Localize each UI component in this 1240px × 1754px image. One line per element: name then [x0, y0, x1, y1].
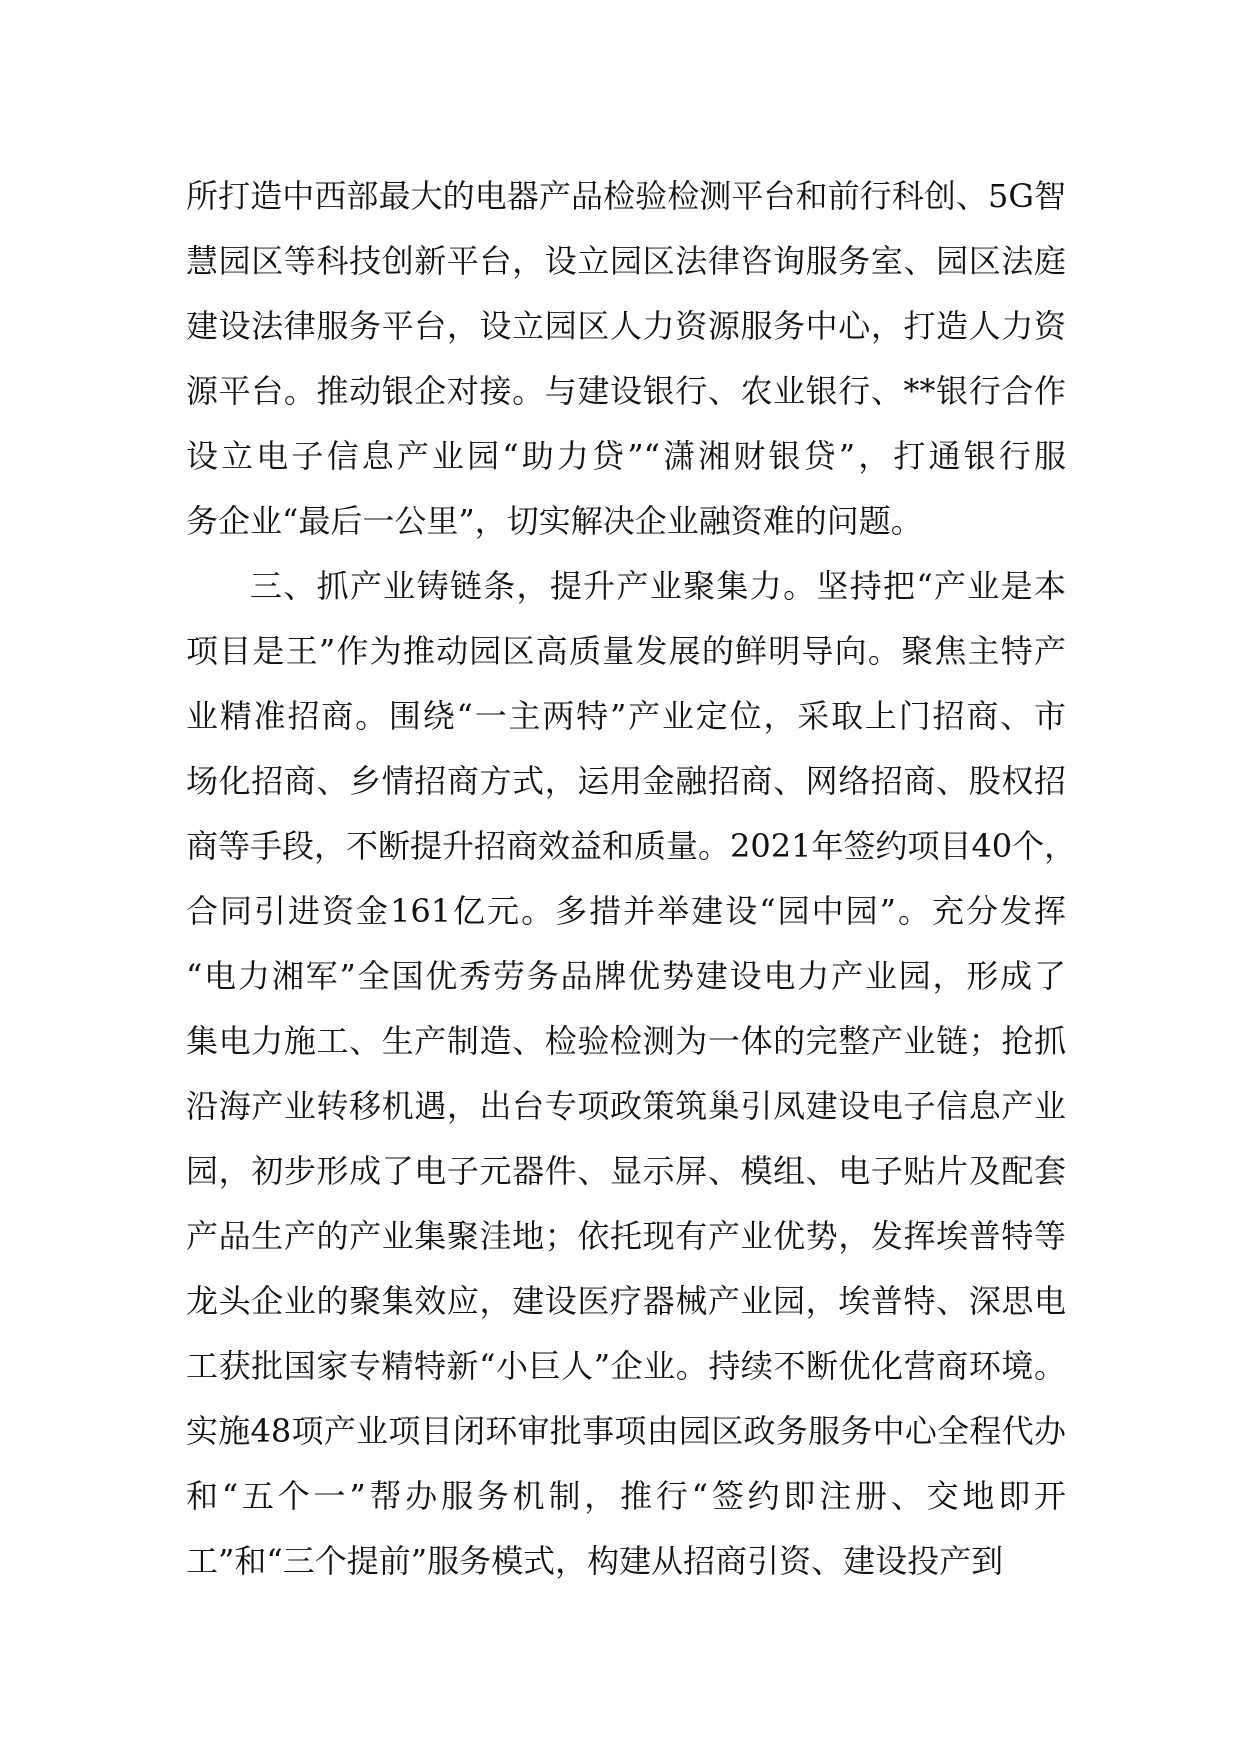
text-line: 实施48项产业项目闭环审批事项由园区政务服务中心全程代办: [186, 1412, 1066, 1450]
text-line: 源平台。推动银企对接。与建设银行、农业银行、**银行合作: [186, 372, 1066, 410]
text-line: 龙头企业的聚集效应，建设医疗器械产业园，埃普特、深思电: [186, 1282, 1066, 1320]
document-body: [186, 164, 1077, 1594]
text-line: 集电力施工、生产制造、检验检测为一体的完整产业链；抢抓: [186, 1022, 1066, 1060]
paragraph-start-line: 三、抓产业铸链条，提升产业聚集力。坚持把“产业是本: [250, 567, 1066, 605]
text-line: 设立电子信息产业园“助力贷”“潇湘财银贷”，打通银行服: [186, 437, 1066, 475]
text-line: 业精准招商。围绕“一主两特”产业定位，采取上门招商、市: [186, 697, 1066, 735]
text-line: 合同引进资金161亿元。多措并举建设“园中园”。充分发挥: [186, 892, 1066, 930]
text-line: “电力湘军”全国优秀劳务品牌优势建设电力产业园，形成了: [186, 957, 1066, 995]
text-line: 和“五个一”帮办服务机制，推行“签约即注册、交地即开: [186, 1477, 1066, 1515]
text-line: 工获批国家专精特新“小巨人”企业。持续不断优化营商环境。: [186, 1347, 1066, 1385]
text-line: 商等手段，不断提升招商效益和质量。2021年签约项目40个，: [186, 827, 1077, 865]
text-line: 产品生产的产业集聚洼地；依托现有产业优势，发挥埃普特等: [186, 1217, 1066, 1255]
text-line: 务企业“最后一公里”，切实解决企业融资难的问题。: [186, 502, 923, 540]
text-line: 园，初步形成了电子元器件、显示屏、模组、电子贴片及配套: [186, 1152, 1066, 1190]
text-line: 场化招商、乡情招商方式，运用金融招商、网络招商、股权招: [186, 762, 1066, 800]
text-line: 所打造中西部最大的电器产品检验检测平台和前行科创、5G智: [186, 177, 1066, 215]
text-line: 工”和“三个提前”服务模式，构建从招商引资、建设投产到: [186, 1542, 1004, 1580]
text-line: 沿海产业转移机遇，出台专项政策筑巢引凤建设电子信息产业: [186, 1087, 1066, 1125]
text-line: 慧园区等科技创新平台，设立园区法律咨询服务室、园区法庭: [186, 242, 1066, 280]
text-line: 项目是王”作为推动园区高质量发展的鲜明导向。聚焦主特产: [186, 632, 1066, 670]
text-line: 建设法律服务平台，设立园区人力资源服务中心，打造人力资: [186, 307, 1066, 345]
